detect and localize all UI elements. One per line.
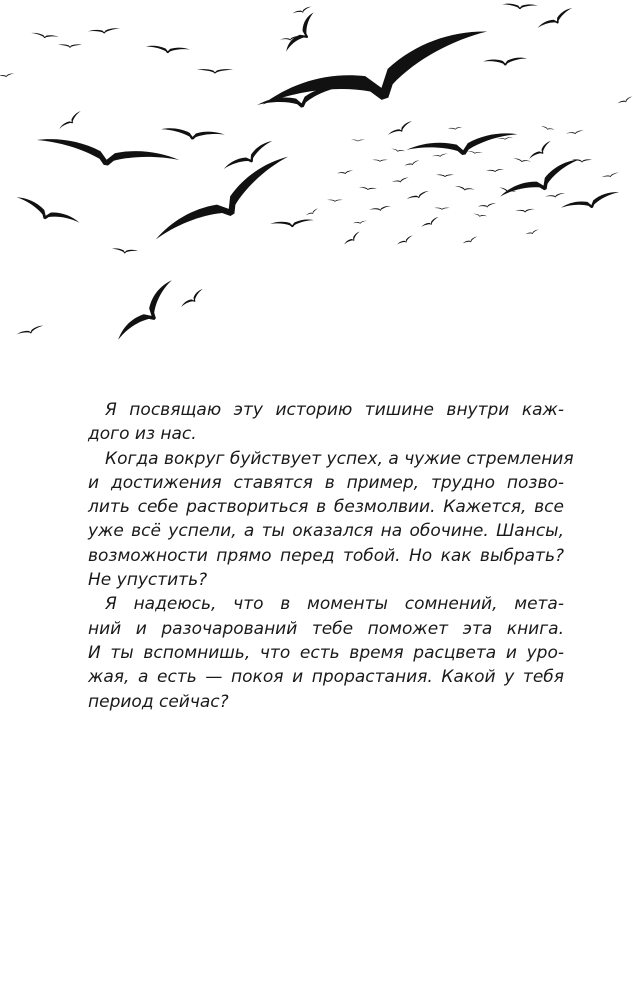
- dedication-line: ний и разочарований тебе поможет эта книга.: [88, 618, 564, 639]
- dedication-line: уже всё успели, а ты оказался на обочине. Шансы,: [88, 521, 564, 542]
- bird-flock: [0, 3, 633, 348]
- dedication-line: И ты вспомнишь, что есть время расцвета и уро-: [88, 642, 564, 663]
- dedication-line: Я надеюсь, что в моменты сомнений, мета-: [105, 594, 564, 615]
- dedication-line: возможности прямо перед тобой. Но как выбрать?: [88, 545, 564, 566]
- flying-birds-flock-illustration: [0, 0, 633, 350]
- dedication-line: Когда вокруг буйствует успех, а чужие стремления: [105, 448, 574, 469]
- dedication-line: Я посвящаю эту историю тишине внутри каж-: [105, 400, 564, 420]
- dedication-text: [88, 398, 574, 714]
- dedication-line: и достижения ставятся в пример, трудно позво-: [88, 472, 564, 493]
- dedication-line: дого из нас.: [88, 424, 197, 445]
- dedication-line: Не упустить?: [88, 570, 208, 591]
- dedication-line: период сейчас?: [88, 691, 229, 712]
- dedication-line: лить себе раствориться в безмолвии. Кажется, все: [88, 497, 564, 518]
- dedication-line: жая, а есть — покоя и прорастания. Какой у тебя: [88, 667, 564, 688]
